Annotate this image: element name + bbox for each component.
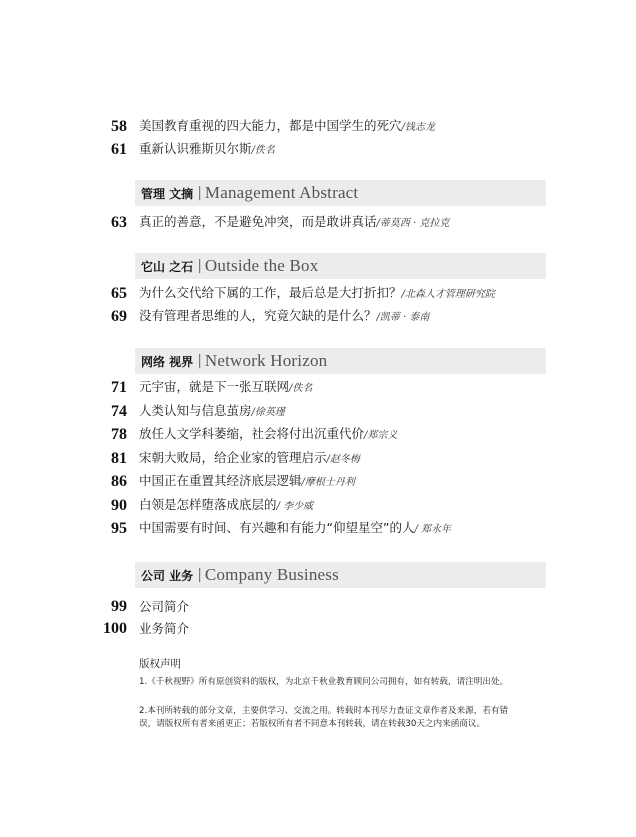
author: /摩根士丹利 [301, 477, 355, 488]
section-separator: | [197, 353, 202, 369]
title-text: 美国教育重视的四大能力，都是中国学生的死穴 [139, 118, 402, 133]
entry-title [139, 376, 312, 400]
author: / 李少威 [276, 501, 314, 512]
page-number: 78 [111, 426, 127, 443]
entry-title [139, 517, 451, 541]
author: /徐英瑾 [251, 407, 285, 418]
section-title-cn: 公司 业务 [141, 568, 194, 583]
page-number: 69 [111, 308, 127, 325]
page-number: 99 [111, 598, 127, 615]
title-text: 中国正在重置其经济底层逻辑 [139, 473, 302, 488]
page-number: 58 [111, 118, 127, 135]
copyright-item: 2.本刊所转载的部分文章，主要供学习、交流之用。转载时本刊尽力查证文章作者及来源，若有错误，请版权所有者来函更正；若版权所有者不同意本刊转载，请在转载30天之内来函商议。 [139, 706, 509, 729]
page-number: 81 [111, 450, 127, 467]
entry-title [139, 282, 495, 306]
toc-entry[interactable] [0, 401, 560, 423]
toc-entry[interactable] [0, 495, 560, 517]
section-separator: | [197, 567, 202, 583]
section-separator: | [197, 185, 202, 201]
toc-entry[interactable] [0, 116, 560, 138]
toc-entry[interactable] [0, 618, 560, 640]
title-text: 放任人文学科萎缩，社会将付出沉重代价 [139, 426, 365, 441]
author: /佚名 [251, 145, 275, 156]
copyright-item: 1.《千秋视野》所有原创资料的版权，为北京千秋业教育顾问公司拥有，如有转载，请注明出处。 [139, 677, 509, 687]
section-header-company [135, 562, 546, 588]
section-title-en: Company Business [204, 565, 339, 584]
section-title-en: Management Abstract [204, 183, 359, 202]
section-title-cn: 管理 文摘 [141, 186, 194, 201]
page-number: 95 [111, 520, 127, 537]
section-separator: | [197, 258, 202, 274]
entry-title [139, 211, 449, 235]
page-number: 74 [111, 403, 127, 420]
section-title-cn: 它山 之石 [141, 259, 194, 274]
toc-entry[interactable] [0, 306, 560, 328]
copyright-title: 版权声明 [139, 658, 181, 670]
toc-entry[interactable] [0, 448, 560, 470]
entry-title [139, 494, 313, 518]
author: / 郑永年 [414, 524, 452, 535]
entry-title [139, 423, 397, 447]
page-number: 65 [111, 285, 127, 302]
page-number: 100 [103, 620, 127, 637]
toc-entry[interactable] [0, 139, 560, 161]
title-text: 业务简介 [139, 621, 190, 636]
toc-entry[interactable] [0, 596, 560, 618]
entry-title [139, 447, 360, 471]
entry-title [139, 115, 435, 139]
section-title-cn: 网络 视界 [141, 354, 194, 369]
author: /郑宗义 [364, 430, 398, 441]
entry-title [139, 400, 285, 424]
author: /赵冬梅 [326, 454, 360, 465]
title-text: 真正的善意，不是避免冲突，而是敢讲真话 [139, 214, 377, 229]
toc-entry[interactable] [0, 377, 560, 399]
section-header-management [135, 180, 546, 206]
entry-title [139, 596, 189, 618]
title-text: 公司简介 [139, 599, 190, 614]
toc-entry[interactable] [0, 212, 560, 234]
section-title-en: Network Horizon [204, 351, 328, 370]
toc-entry[interactable] [0, 283, 560, 305]
page-number: 63 [111, 214, 127, 231]
page-number: 86 [111, 473, 127, 490]
entry-title [139, 138, 275, 162]
entry-title [139, 618, 189, 640]
toc-entry[interactable] [0, 518, 560, 540]
section-title-en: Outside the Box [204, 256, 319, 275]
title-text: 重新认识雅斯贝尔斯 [139, 141, 252, 156]
section-header-outside [135, 253, 546, 279]
toc-entry[interactable] [0, 424, 560, 446]
title-text: 人类认知与信息茧房 [139, 403, 252, 418]
page-number: 90 [111, 497, 127, 514]
entry-title [139, 470, 355, 494]
title-text: 宋朝大败局，给企业家的管理启示 [139, 450, 327, 465]
author: /北森人才管理研究院 [401, 289, 495, 300]
title-text: 元宇宙，就是下一张互联网 [139, 379, 290, 394]
title-text: 没有管理者思维的人，究竟欠缺的是什么？ [139, 308, 377, 323]
page-number: 71 [111, 379, 127, 396]
author: /蒂莫西 · 克拉克 [376, 218, 450, 229]
title-text: 为什么交代给下属的工作，最后总是大打折扣？ [139, 285, 402, 300]
title-text: 白领是怎样堕落成底层的 [139, 497, 277, 512]
entry-title [139, 305, 429, 329]
author: /佚名 [289, 383, 313, 394]
page-number: 61 [111, 141, 127, 158]
author: /钱志龙 [401, 122, 435, 133]
title-text: 中国需要有时间、有兴趣和有能力“仰望星空”的人 [139, 520, 415, 535]
author: /凯蒂 · 泰南 [376, 312, 430, 323]
section-header-network [135, 348, 546, 374]
toc-entry[interactable] [0, 471, 560, 493]
